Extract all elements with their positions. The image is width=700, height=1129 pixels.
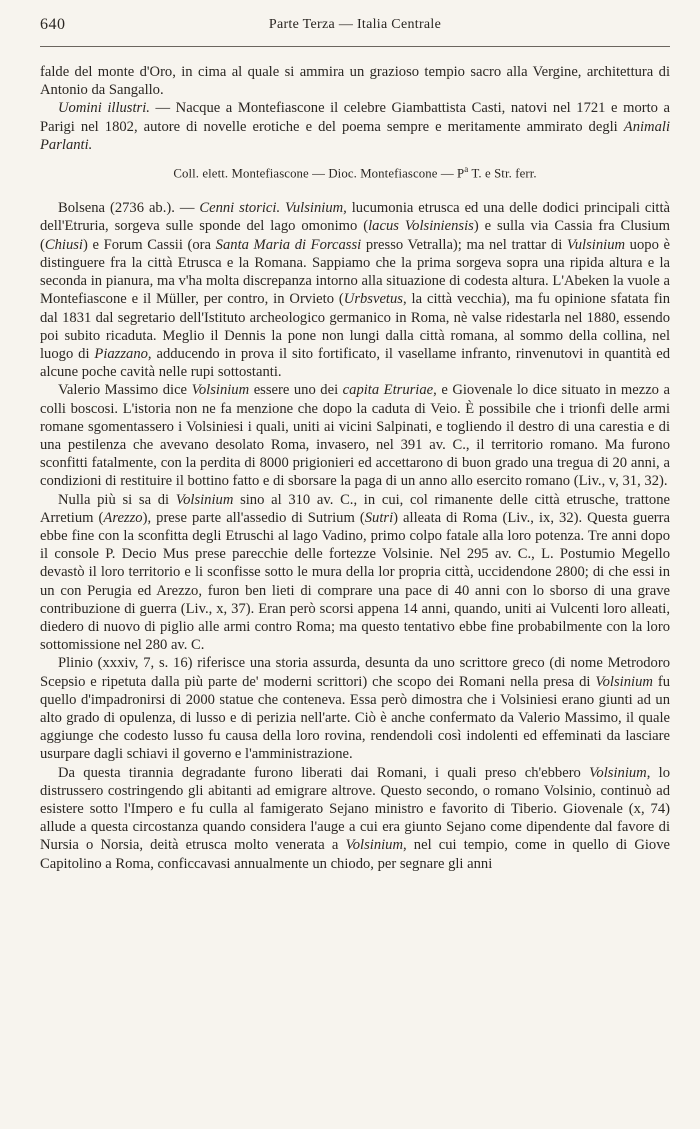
caption-line xyxy=(40,164,670,181)
italic-text: Sutri xyxy=(364,509,394,526)
text-run: uopo è distinguere fra la città Etrusca e la Romana. Sappiamo che la prima sorgeva sopra una ripida altura e la seconda in pianura, ma v'ha molta discrepanza intorno alla situazione di codesta altura. L'Abeken la vuole a Montefiascone e il Müller, per contro, in Orvieto ( xyxy=(40,236,670,308)
book-page xyxy=(40,14,670,873)
italic-text: Volsinium xyxy=(595,673,653,690)
text-run: ) e sulla via Cassia fra Clusium ( xyxy=(40,218,671,253)
text-run: presso Vetralla); ma nel trattar di xyxy=(361,236,567,253)
italic-text: Uomini illustri. xyxy=(58,100,150,117)
text-run: fu quello d'impadronirsi di 2000 statue che conteneva. Essa però dimostra che i Volsiniesi erano giunti ad un alto grado di opulenza, di lusso e di perizia nell'arte. Ciò è anche confermato da Valerio Massimo, il quale aggiunge che codesto lusso fu causa della loro rovina, rendendoli così indolenti ed effeminati da lasciare usurpare dagli schiavi il governo e l'amministrazione. xyxy=(40,673,670,763)
caption-tail: T. e Str. ferr. xyxy=(468,166,537,181)
italic-text: Cenni storici. Vulsinium, xyxy=(199,200,347,217)
text-run: , lo distrussero costringendo gli abitanti ad emigrare altrove. Questo secondo, o romano Volsinio, continuò ad esistere sotto l'Impero e fu culla al famigerato Sejano ministro e favorito di Tiberio. Giovenale (x, 74) allude a questa circostanza quando considera l'auge a cui era giunto Sejano come dipendente dal favore di Nursia o Norsia, deità etrusca molto venerata a xyxy=(40,764,670,854)
italic-text: lacus Volsiniensis xyxy=(368,218,474,235)
italic-text: Vulsinium xyxy=(566,236,626,253)
paragraph xyxy=(40,491,670,655)
header-rule xyxy=(40,46,670,47)
paragraph xyxy=(40,654,670,763)
paragraph xyxy=(40,199,670,381)
italic-text: capita Etruriae xyxy=(342,382,434,399)
caption-superscript: a xyxy=(464,164,469,175)
text-run: Nulla più si sa di xyxy=(58,491,176,508)
running-title: Parte Terza — Italia Centrale xyxy=(268,17,442,32)
text-run: Da questa tirannia degradante furono liberati dai Romani, i quali preso ch'ebbero xyxy=(58,764,590,781)
body-section xyxy=(40,199,670,873)
text-run: ), prese parte all'assedio di Sutrium ( xyxy=(142,509,365,526)
intro-section xyxy=(40,63,670,154)
paragraph xyxy=(40,764,670,873)
paragraph xyxy=(40,63,670,99)
text-run: , nel cui tempio, come in quello di Giove Capitolino a Roma, conficcavasi annualmente un chiodo, per segnare gli anni xyxy=(40,837,670,872)
italic-text: Animali Parlanti. xyxy=(40,118,670,153)
italic-text: Volsinium xyxy=(191,382,250,399)
text-run: — Nacque a Montefiascone il celebre Giambattista Casti, natovi nel 1721 e morto a Parigi nel 1802, autore di novelle erotiche e del poema sempre e meritamente ammirato degli xyxy=(40,100,670,135)
text-run: ) e Forum Cassii (ora xyxy=(83,236,216,253)
text-run: falde del monte d'Oro, in cima al quale si ammira un grazioso tempio sacro alla Vergine, architettura di Antonio da Sangallo. xyxy=(40,64,670,99)
text-run: essere uno dei xyxy=(249,382,343,399)
italic-text: Urbsvetus xyxy=(343,291,403,308)
paragraph xyxy=(40,99,670,154)
text-run: , e Giovenale lo dice situato in mezzo a colli boscosi. L'istoria non ne fa menzione che dopo la caduta di Veio. È possibile che i trionfi delle armi romane sgomentassero i Volsiniesi i quali, uniti ai vicini Salpinati, e togliendo il destro di una carestia e di una pestilenza che avevano desolato Roma, invasero, nel 391 av. C., il territorio romano. Ma furono sconfitti fatalmente, con la perdita di 8000 prigionieri ed accettarono di buon grado una tregua di 20 anni, a condizioni di restituire il bottino fatto e di sborsare la paga di un anno allo esercito romano (Liv., v, 31, 32). xyxy=(40,382,670,490)
text-run: Valerio Massimo dice xyxy=(58,382,192,399)
text-run: sino al 310 av. C., in cui, col rimanente delle città etrusche, trattone Arretium ( xyxy=(40,491,670,526)
italic-text: Arezzo xyxy=(103,509,143,526)
text-run: Bolsena (2736 ab.). — xyxy=(58,200,200,217)
page-number: 640 xyxy=(40,16,66,33)
text-run: ) alleata di Roma (Liv., ix, 32). Questa guerra ebbe fine con la sconfitta degli Etruschi al lago Vadino, primo colpo fatale alla loro potenza. Tre anni dopo il console P. Decio Mus prese parecchie delle fortezze Volsinie. Nel 295 av. C., L. Postumio Megello devastò il loro territorio e li sconfisse sotto le mura della lor propria città, uccidendone 2800; di che essi in un con Perugia ed Arezzo, furon ben lieti di comprare una pace di 40 anni con lo sborso di una grave contribuzione di guerra (Liv., x, 37). Eran però scorsi appena 14 anni, quando, uniti ai Vulcenti loro alleati, diedero di nuovo di piglio alle armi contro Roma; ma questo tentativo ebbe fine probabilmente con la loro sottomissione nel 280 av. C. xyxy=(40,509,671,654)
italic-text: Piazzano xyxy=(94,345,148,362)
text-run: , la città vecchia), ma fu opinione sfatata fin dal 1831 dal segretario dell'Istituto archeologico germanico in Roma, nè valse ridestarla nel 1880, essendo poi subito ricaduta. Meglio il Dennis la pone non lungi dalla città romana, al sommo della collina, nel luogo di xyxy=(40,291,671,362)
italic-text: Santa Maria di Forcassi xyxy=(215,236,362,253)
paragraph xyxy=(40,381,670,490)
italic-text: Chiusi xyxy=(44,236,83,253)
text-run: lucumonia etrusca ed una delle dodici principali città dell'Etruria, sorgeva sulle sponde del lago omonimo ( xyxy=(40,200,671,235)
text-run: Plinio (xxxiv, 7, s. 16) riferisce una storia assurda, desunta da uno scrittore greco (di nome Metrodoro Scepsio e ripetuta dalla più parte de' moderni scrittori) che scopo dei Romani nella presa di xyxy=(40,655,670,690)
text-run: , adducendo in prova il sito fortificato, il vasellame infranto, rinvenutovi in quantità ed alcune poche cavità nelle rupi sottostanti. xyxy=(40,345,671,381)
italic-text: Volsinium xyxy=(345,837,404,854)
italic-text: Volsinium xyxy=(175,491,234,508)
running-head xyxy=(40,14,670,36)
caption-text: Coll. elett. Montefiascone — Dioc. Montefiascone — P xyxy=(173,166,465,181)
italic-text: Volsinium xyxy=(589,764,647,781)
